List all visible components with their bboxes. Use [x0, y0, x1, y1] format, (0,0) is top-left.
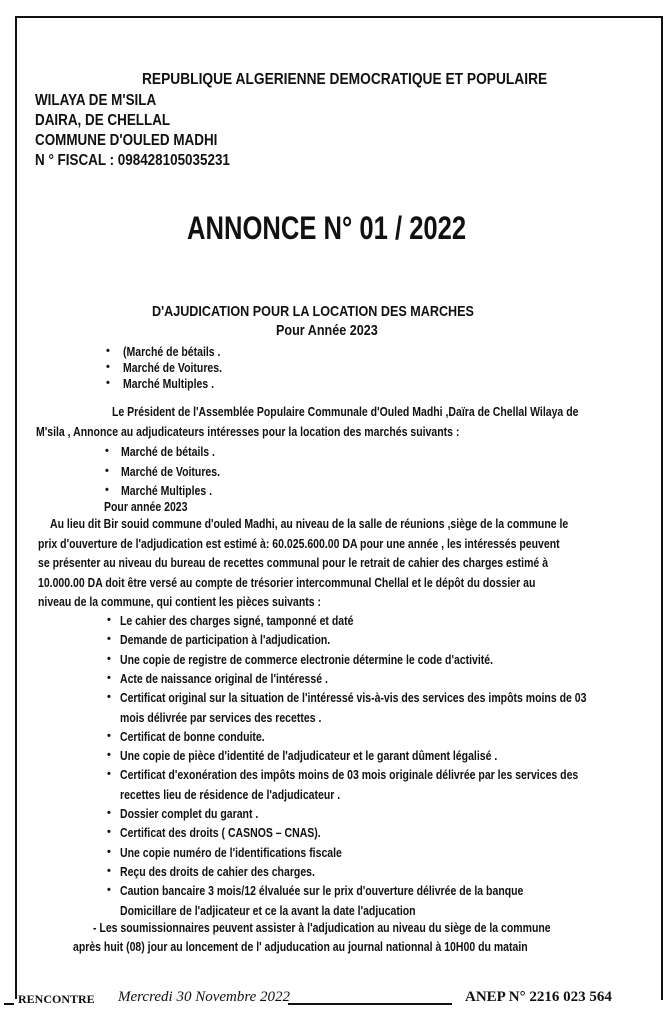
document-item: Domicillare de l'adjicateur et ce la avant la date l'adjucation	[120, 903, 416, 918]
intro-line: Le Président de l'Assemblée Populaire Communale d'Ouled Madhi ,Daïra de Chellal Wilaya de	[112, 405, 579, 419]
document-item: Le cahier des charges signé, tamponné et daté	[120, 614, 354, 628]
document-item: Reçu des droits de cahier des charges.	[120, 864, 315, 879]
body-line: niveau de la commune, qui contient les pièces suivants :	[38, 595, 322, 609]
bullet-icon: •	[107, 729, 111, 742]
bullet-icon: •	[107, 826, 111, 839]
frame-border-right	[661, 16, 663, 1000]
daira-line: DAIRA, DE CHELLAL	[35, 112, 171, 129]
document-item: Certificat des droits ( CASNOS – CNAS).	[120, 826, 321, 841]
bullet-icon: •	[107, 807, 111, 819]
bullet-icon: •	[106, 377, 110, 389]
document-item: Dossier complet du garant .	[120, 807, 259, 821]
frame-border-left	[15, 16, 17, 999]
announcement-subtitle: D'AJUDICATION POUR LA LOCATION DES MARCHES	[152, 303, 474, 320]
closing-line: après huit (08) jour au loncement de l' adjuducation au journal nationnal à 10H00 du matain	[73, 940, 528, 954]
bullet-icon: •	[107, 768, 111, 781]
bullet-icon: •	[105, 464, 109, 477]
document-item: Demande de participation à l'adjudication.	[120, 633, 331, 648]
body-line: prix d'ouverture de l'adjudication est estimé à: 60.025.600.00 DA pour une année , les intéressés peuvent	[38, 536, 560, 551]
frame-border-top	[16, 16, 663, 18]
bullet-icon: •	[107, 864, 111, 877]
announcement-year: Pour Année 2023	[276, 322, 378, 339]
bullet-icon: •	[106, 361, 110, 373]
commune-line: COMMUNE D'OULED MADHI	[35, 132, 218, 149]
document-item: Une copie de pièce d'identité de l'adjudicateur et le garant dûment légalisé .	[120, 749, 498, 764]
market-item: Marché de bétails .	[121, 445, 215, 459]
announcement-title: ANNONCE N° 01 / 2022	[187, 210, 467, 246]
bullet-icon: •	[107, 633, 111, 646]
body-line: 10.000.00 DA doit être versé au compte de trésorier intercommunal Chellal et le dépôt du dossier au	[38, 575, 536, 590]
anep-number: ANEP N° 2216 023 564	[465, 989, 612, 1005]
wilaya-line: WILAYA DE M'SILA	[35, 92, 157, 109]
bullet-icon: •	[107, 884, 111, 897]
document-item: Certificat original sur la situation de l'intéressé vis-à-vis des services des impôts moins de 03	[120, 691, 587, 706]
fiscal-number: N ° FISCAL : 098428105035231	[35, 152, 230, 169]
market-item: Marché de Voitures.	[123, 361, 223, 375]
body-line: Au lieu dit Bir souid commune d'ouled Madhi, au niveau de la salle de réunions ,siège de la commune le	[50, 517, 569, 531]
document-item: Une copie de registre de commerce electronie détermine le code d'activité.	[120, 652, 494, 667]
document-item: Certificat d'exonération des impôts moins de 03 mois originale délivrée par les services des	[120, 768, 579, 783]
year-line: Pour année 2023	[104, 500, 188, 514]
document-item: mois délivrée par services des recettes .	[120, 710, 322, 725]
bullet-icon: •	[107, 614, 111, 626]
footer-rule-left	[4, 1003, 14, 1005]
footer-rule-middle	[288, 1003, 452, 1005]
document-item: recettes lieu de résidence de l'adjudicateur .	[120, 787, 341, 802]
market-item: (Marché de bétails .	[123, 345, 221, 359]
bullet-icon: •	[106, 345, 110, 357]
bullet-icon: •	[107, 671, 111, 684]
market-item: Marché Multiples .	[121, 484, 213, 498]
bullet-icon: •	[105, 484, 109, 496]
document-item: Acte de naissance original de l'intéressé .	[120, 671, 328, 686]
publication-name: RENCONTRE	[18, 992, 95, 1006]
bullet-icon: •	[107, 845, 111, 858]
closing-line: - Les soumissionnaires peuvent assister à l'adjudication au niveau du siège de la commune	[93, 921, 551, 935]
document-item: Caution bancaire 3 mois/12 élvaluée sur le prix d'ouverture délivrée de la banque	[120, 884, 524, 899]
market-item: Marché Multiples .	[123, 377, 215, 391]
body-line: se présenter au niveau du bureau de recettes communal pour le retrait de cahier des charges estimé à	[38, 556, 549, 570]
republic-heading: REPUBLIQUE ALGERIENNE DEMOCRATIQUE ET POPULAIRE	[142, 71, 548, 88]
publication-date: Mercredi 30 Novembre 2022	[118, 989, 291, 1005]
bullet-icon: •	[107, 652, 111, 665]
bullet-icon: •	[105, 445, 109, 457]
document-item: Certificat de bonne conduite.	[120, 729, 265, 744]
document-item: Une copie numéro de l'identifications fiscale	[120, 845, 342, 860]
bullet-icon: •	[107, 749, 111, 762]
intro-line: M'sila , Annonce au adjudicateurs intéresses pour la location des marchés suivants :	[36, 425, 460, 439]
market-item: Marché de Voitures.	[121, 464, 221, 479]
bullet-icon: •	[107, 691, 111, 704]
